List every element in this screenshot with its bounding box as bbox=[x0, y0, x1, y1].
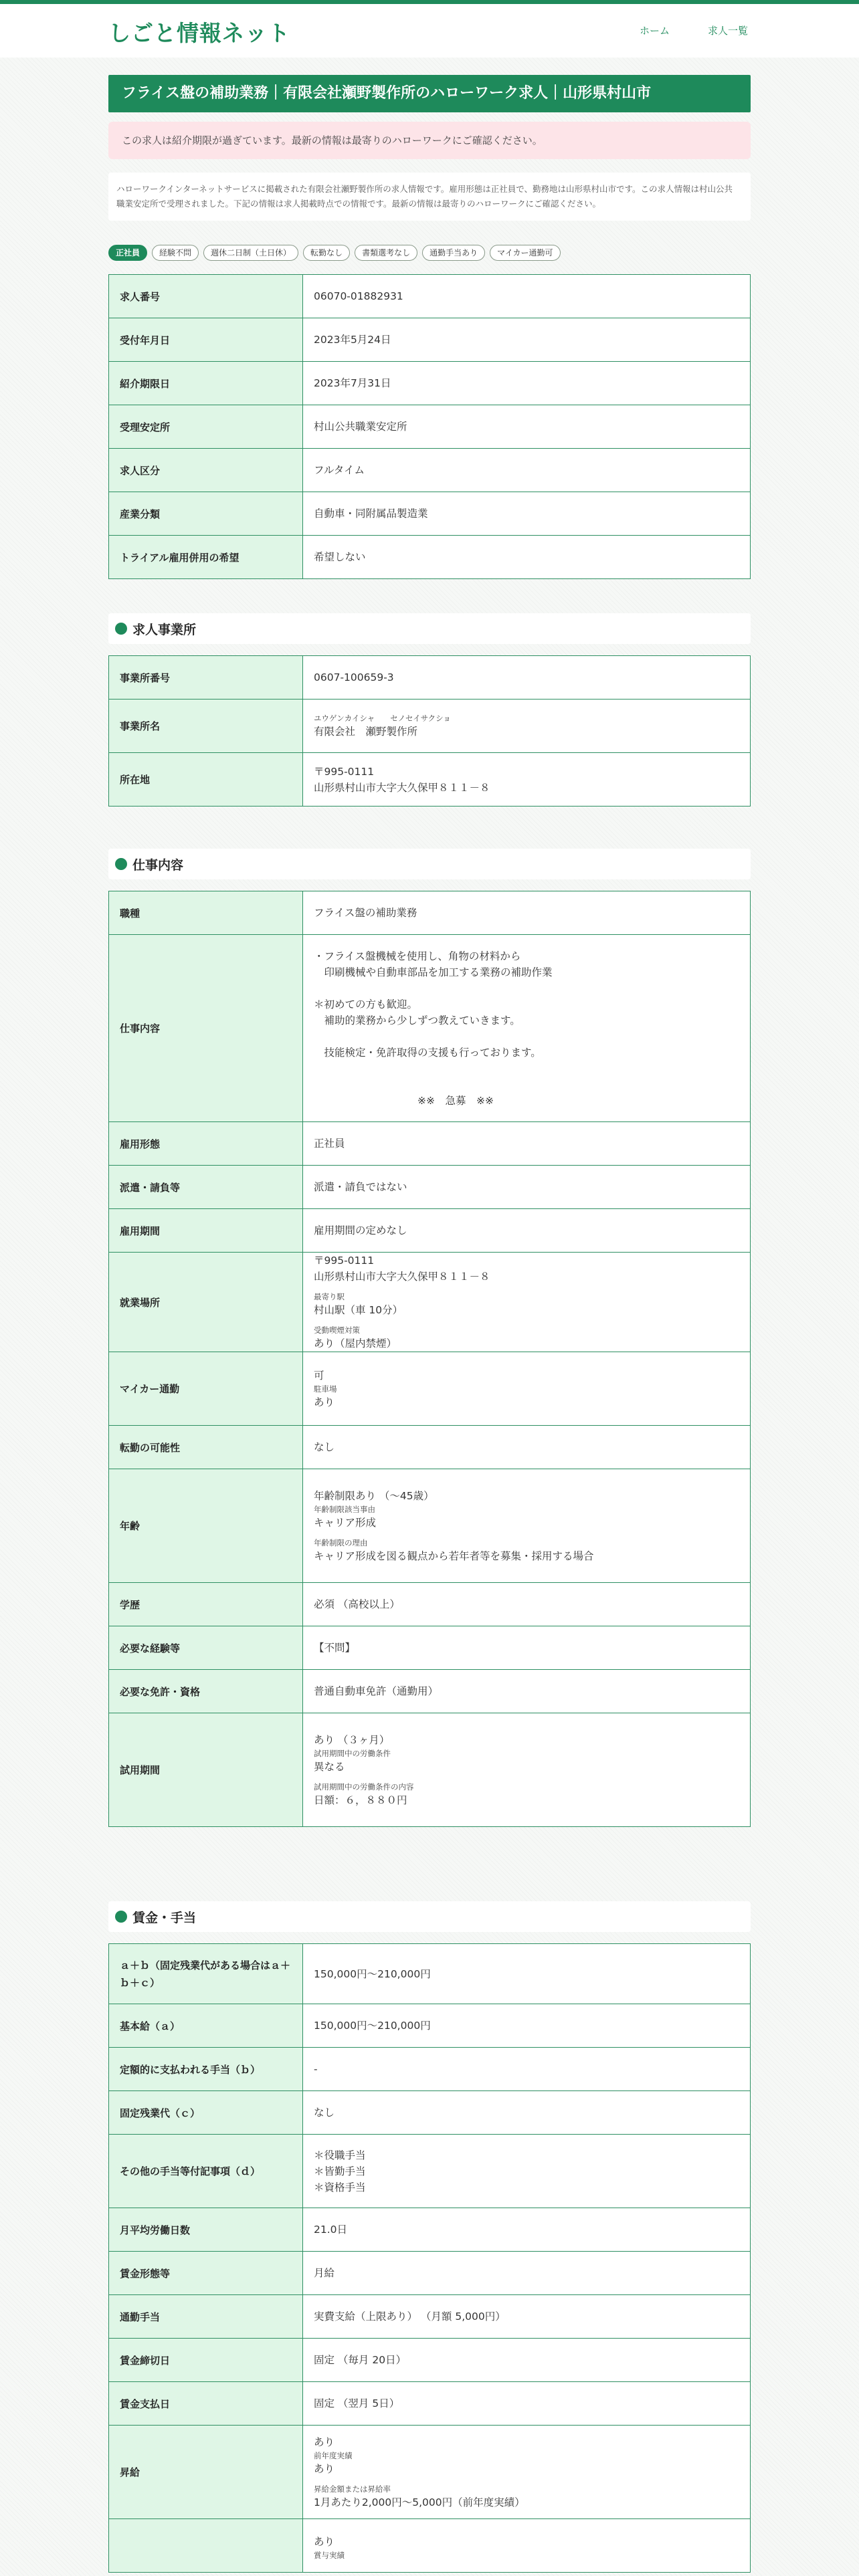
fixed-allowance: - bbox=[303, 2048, 751, 2091]
table-row bbox=[109, 2339, 751, 2382]
wage-table bbox=[108, 1943, 751, 2573]
allowance-item: ＊皆勤手当 bbox=[314, 2165, 366, 2177]
row-label: 学歴 bbox=[109, 1583, 303, 1626]
row-label: 雇用期間 bbox=[109, 1209, 303, 1253]
bullet-icon bbox=[115, 623, 127, 635]
row-label: 産業分類 bbox=[109, 492, 303, 536]
row-label: 派遣・請負等 bbox=[109, 1166, 303, 1209]
row-label: 受理安定所 bbox=[109, 405, 303, 449]
trial-period: あり （３ヶ月） bbox=[314, 1733, 390, 1746]
office-address-cell bbox=[303, 753, 751, 807]
table-row bbox=[109, 1469, 751, 1583]
wage-closing-day: 固定 （毎月 20日） bbox=[303, 2339, 751, 2382]
job-category: フルタイム bbox=[303, 449, 751, 492]
basic-info-section bbox=[108, 274, 751, 579]
table-row bbox=[109, 2519, 751, 2573]
row-label: 月平均労働日数 bbox=[109, 2208, 303, 2252]
table-row bbox=[109, 1583, 751, 1626]
table-row bbox=[109, 1166, 751, 1209]
table-row bbox=[109, 275, 751, 318]
section-header-office bbox=[108, 613, 751, 644]
section-title: 仕事内容 bbox=[132, 858, 184, 873]
age-limit: 年齢制限あり （～45歳） bbox=[314, 1489, 434, 1502]
employment-type: 正社員 bbox=[303, 1122, 751, 1166]
table-row bbox=[109, 1670, 751, 1713]
raise-cell bbox=[303, 2426, 751, 2519]
table-row bbox=[109, 700, 751, 753]
receiving-office: 村山公共職業安定所 bbox=[303, 405, 751, 449]
tag-experience: 経験不問 bbox=[152, 245, 199, 261]
section-title: 賃金・手当 bbox=[132, 1911, 197, 1925]
row-label: 雇用形態 bbox=[109, 1122, 303, 1166]
received-date: 2023年5月24日 bbox=[303, 318, 751, 362]
table-row bbox=[109, 318, 751, 362]
smoking-policy: あり（屋内禁煙） bbox=[314, 1337, 397, 1350]
table-row bbox=[109, 2208, 751, 2252]
raise-amount: 1月あたり2,000円～5,000円（前年度実績） bbox=[314, 2496, 525, 2508]
row-label: 職種 bbox=[109, 891, 303, 935]
working-days: 21.0日 bbox=[303, 2208, 751, 2252]
bullet-icon bbox=[115, 1911, 127, 1923]
workplace-postal: 〒995-0111 bbox=[314, 1255, 375, 1267]
workplace-address: 山形県村山市大字大久保甲８１１－８ bbox=[314, 1271, 490, 1283]
row-label: その他の手当等付記事項（ｄ） bbox=[109, 2135, 303, 2208]
table-row bbox=[109, 1122, 751, 1166]
basic-info-table bbox=[108, 274, 751, 579]
nav-home-link[interactable]: ホーム bbox=[640, 25, 670, 37]
row-label: 所在地 bbox=[109, 753, 303, 807]
trial-employment: 希望しない bbox=[303, 536, 751, 579]
allowance-item: ＊資格手当 bbox=[314, 2181, 366, 2193]
row-label: 紹介期限日 bbox=[109, 362, 303, 405]
site-logo[interactable]: しごと情報ネット bbox=[108, 20, 290, 46]
caption: 試用期間中の労働条件 bbox=[314, 1748, 391, 1758]
age-cell bbox=[303, 1469, 751, 1583]
job-number: 06070-01882931 bbox=[303, 275, 751, 318]
row-label: 昇給 bbox=[109, 2426, 303, 2519]
row-label bbox=[109, 2519, 303, 2573]
employment-period: 雇用期間の定めなし bbox=[303, 1209, 751, 1253]
office-table bbox=[108, 655, 751, 807]
caption: 前年度実績 bbox=[314, 2450, 353, 2460]
table-row bbox=[109, 492, 751, 536]
row-label: 基本給（ａ） bbox=[109, 2004, 303, 2048]
table-row bbox=[109, 1253, 751, 1352]
tag-no-document-screening: 書類選考なし bbox=[355, 245, 417, 261]
row-label: 必要な経験等 bbox=[109, 1626, 303, 1670]
dispatch-status: 派遣・請負ではない bbox=[303, 1166, 751, 1209]
intro-text: ハローワークインターネットサービスに掲載された有限会社瀬野製作所の求人情報です。雇用形態は正社員で、勤務地は山形県村山市です。この求人情報は村山公共職業安定所で受理されました。下記の情報は求人掲載時点での情報です。最新の情報は最寄りのハローワークにご確認ください。 bbox=[108, 173, 751, 221]
table-row bbox=[109, 2426, 751, 2519]
row-label: 賃金形態等 bbox=[109, 2252, 303, 2295]
table-row bbox=[109, 2004, 751, 2048]
caption: 受動喫煙対策 bbox=[314, 1325, 360, 1335]
expired-notice: この求人は紹介期限が過ぎています。最新の情報は最寄りのハローワークにご確認ください。 bbox=[108, 122, 751, 159]
row-label: 賃金締切日 bbox=[109, 2339, 303, 2382]
raise: あり bbox=[314, 2436, 335, 2448]
table-row bbox=[109, 1713, 751, 1827]
row-label: 仕事内容 bbox=[109, 935, 303, 1122]
table-row bbox=[109, 1209, 751, 1253]
age-why: キャリア形成を図る観点から若年者等を募集・採用する場合 bbox=[314, 1549, 594, 1562]
transfer-possibility: なし bbox=[303, 1426, 751, 1469]
allowance-item: ＊役職手当 bbox=[314, 2149, 366, 2161]
caption: 試用期間中の労働条件の内容 bbox=[314, 1782, 414, 1792]
caption: 年齢制限の理由 bbox=[314, 1537, 368, 1547]
table-row bbox=[109, 2091, 751, 2135]
tag-weekly-holidays: 週休二日制（土日休） bbox=[203, 245, 298, 261]
job-section bbox=[108, 891, 751, 1827]
row-label: マイカー通勤 bbox=[109, 1352, 303, 1426]
office-name-cell bbox=[303, 700, 751, 753]
base-salary: 150,000円～210,000円 bbox=[303, 2004, 751, 2048]
row-label: 求人区分 bbox=[109, 449, 303, 492]
fixed-overtime: なし bbox=[303, 2091, 751, 2135]
table-row bbox=[109, 1944, 751, 2004]
table-row bbox=[109, 2295, 751, 2339]
table-row bbox=[109, 2382, 751, 2426]
table-row bbox=[109, 2135, 751, 2208]
table-row bbox=[109, 405, 751, 449]
wage-total: 150,000円～210,000円 bbox=[303, 1944, 751, 2004]
job-content-cell bbox=[303, 935, 751, 1122]
job-type: フライス盤の補助業務 bbox=[303, 891, 751, 935]
caption: 最寄り駅 bbox=[314, 1292, 345, 1301]
section-header-wage bbox=[108, 1901, 751, 1932]
row-label: 就業場所 bbox=[109, 1253, 303, 1352]
license: 普通自動車免許（通勤用） bbox=[303, 1670, 751, 1713]
job-description: ・フライス盤機械を使用し、角物の材料から 印刷機械や自動車部品を加工する業務の補助作業 ＊初めての方も歓迎。 補助的業務から少しずつ教えていきます。 技能検定・免許取得の支援も行っております。 ※※ 急募 ※※ bbox=[314, 950, 553, 1107]
page-title: フライス盤の補助業務｜有限会社瀬野製作所のハローワーク求人｜山形県村山市 bbox=[108, 75, 751, 112]
trial-wage: 日額：６，８８０円 bbox=[314, 1794, 407, 1806]
nav-job-list-link[interactable]: 求人一覧 bbox=[708, 25, 749, 37]
table-row bbox=[109, 536, 751, 579]
table-row bbox=[109, 1352, 751, 1426]
office-number: 0607-100659-3 bbox=[303, 656, 751, 700]
table-row bbox=[109, 656, 751, 700]
row-label: 定額的に支払われる手当（ｂ） bbox=[109, 2048, 303, 2091]
office-address: 山形県村山市大字大久保甲８１１－８ bbox=[314, 781, 490, 794]
caption: 駐車場 bbox=[314, 1384, 337, 1394]
row-label: 賃金支払日 bbox=[109, 2382, 303, 2426]
section-header-job bbox=[108, 849, 751, 879]
tag-list bbox=[108, 245, 751, 262]
wage-section bbox=[108, 1943, 751, 2573]
table-row bbox=[109, 1426, 751, 1469]
trial-conditions: 異なる bbox=[314, 1760, 345, 1773]
row-label: 固定残業代（ｃ） bbox=[109, 2091, 303, 2135]
section-title: 求人事業所 bbox=[132, 623, 197, 637]
tag-no-transfer: 転勤なし bbox=[303, 245, 350, 261]
row-label: 求人番号 bbox=[109, 275, 303, 318]
row-label: トライアル雇用併用の希望 bbox=[109, 536, 303, 579]
referral-deadline: 2023年7月31日 bbox=[303, 362, 751, 405]
row-label: 通勤手当 bbox=[109, 2295, 303, 2339]
commute-allowance: 実費支給（上限あり） （月額 5,000円） bbox=[303, 2295, 751, 2339]
raise-previous: あり bbox=[314, 2462, 335, 2475]
table-row bbox=[109, 935, 751, 1122]
table-row bbox=[109, 449, 751, 492]
tag-employment-type: 正社員 bbox=[108, 245, 147, 261]
car-commute-cell bbox=[303, 1352, 751, 1426]
job-table bbox=[108, 891, 751, 1827]
experience: 【不問】 bbox=[303, 1626, 751, 1670]
parking: あり bbox=[314, 1396, 335, 1408]
table-row bbox=[109, 2048, 751, 2091]
row-label: 受付年月日 bbox=[109, 318, 303, 362]
nearest-station: 村山駅（車 10分） bbox=[314, 1304, 403, 1316]
bullet-icon bbox=[115, 858, 127, 870]
bonus-cell bbox=[303, 2519, 751, 2573]
trial-period-cell bbox=[303, 1713, 751, 1827]
caption: 昇給金額または昇給率 bbox=[314, 2484, 391, 2494]
bonus: あり bbox=[314, 2536, 335, 2548]
caption: 賞与実績 bbox=[314, 2551, 345, 2560]
car-commute: 可 bbox=[314, 1369, 324, 1382]
tag-commute-allowance: 通勤手当あり bbox=[422, 245, 485, 261]
industry: 自動車・同附属品製造業 bbox=[303, 492, 751, 536]
row-label: ａ＋ｂ（固定残業代がある場合はａ＋ｂ＋ｃ） bbox=[109, 1944, 303, 2004]
tag-car-commute: マイカー通勤可 bbox=[490, 245, 560, 261]
education: 必須 （高校以上） bbox=[303, 1583, 751, 1626]
wage-form: 月給 bbox=[303, 2252, 751, 2295]
office-name: 有限会社 瀬野製作所 bbox=[314, 725, 418, 738]
table-row bbox=[109, 753, 751, 807]
caption: 年齢制限該当事由 bbox=[314, 1504, 375, 1514]
site-header bbox=[0, 4, 859, 58]
table-row bbox=[109, 2252, 751, 2295]
age-reason: キャリア形成 bbox=[314, 1516, 377, 1529]
other-allowances-cell bbox=[303, 2135, 751, 2208]
table-row bbox=[109, 362, 751, 405]
row-label: 事業所名 bbox=[109, 700, 303, 753]
wage-payment-day: 固定 （翌月 5日） bbox=[303, 2382, 751, 2426]
table-row bbox=[109, 891, 751, 935]
office-postal: 〒995-0111 bbox=[314, 765, 375, 778]
row-label: 年齢 bbox=[109, 1469, 303, 1583]
office-name-kana: ユウゲンカイシャ セノセイサクショ bbox=[314, 713, 451, 723]
row-label: 事業所番号 bbox=[109, 656, 303, 700]
office-section bbox=[108, 655, 751, 807]
row-label: 必要な免許・資格 bbox=[109, 1670, 303, 1713]
table-row bbox=[109, 1626, 751, 1670]
row-label: 試用期間 bbox=[109, 1713, 303, 1827]
row-label: 転勤の可能性 bbox=[109, 1426, 303, 1469]
workplace-cell bbox=[303, 1253, 751, 1352]
